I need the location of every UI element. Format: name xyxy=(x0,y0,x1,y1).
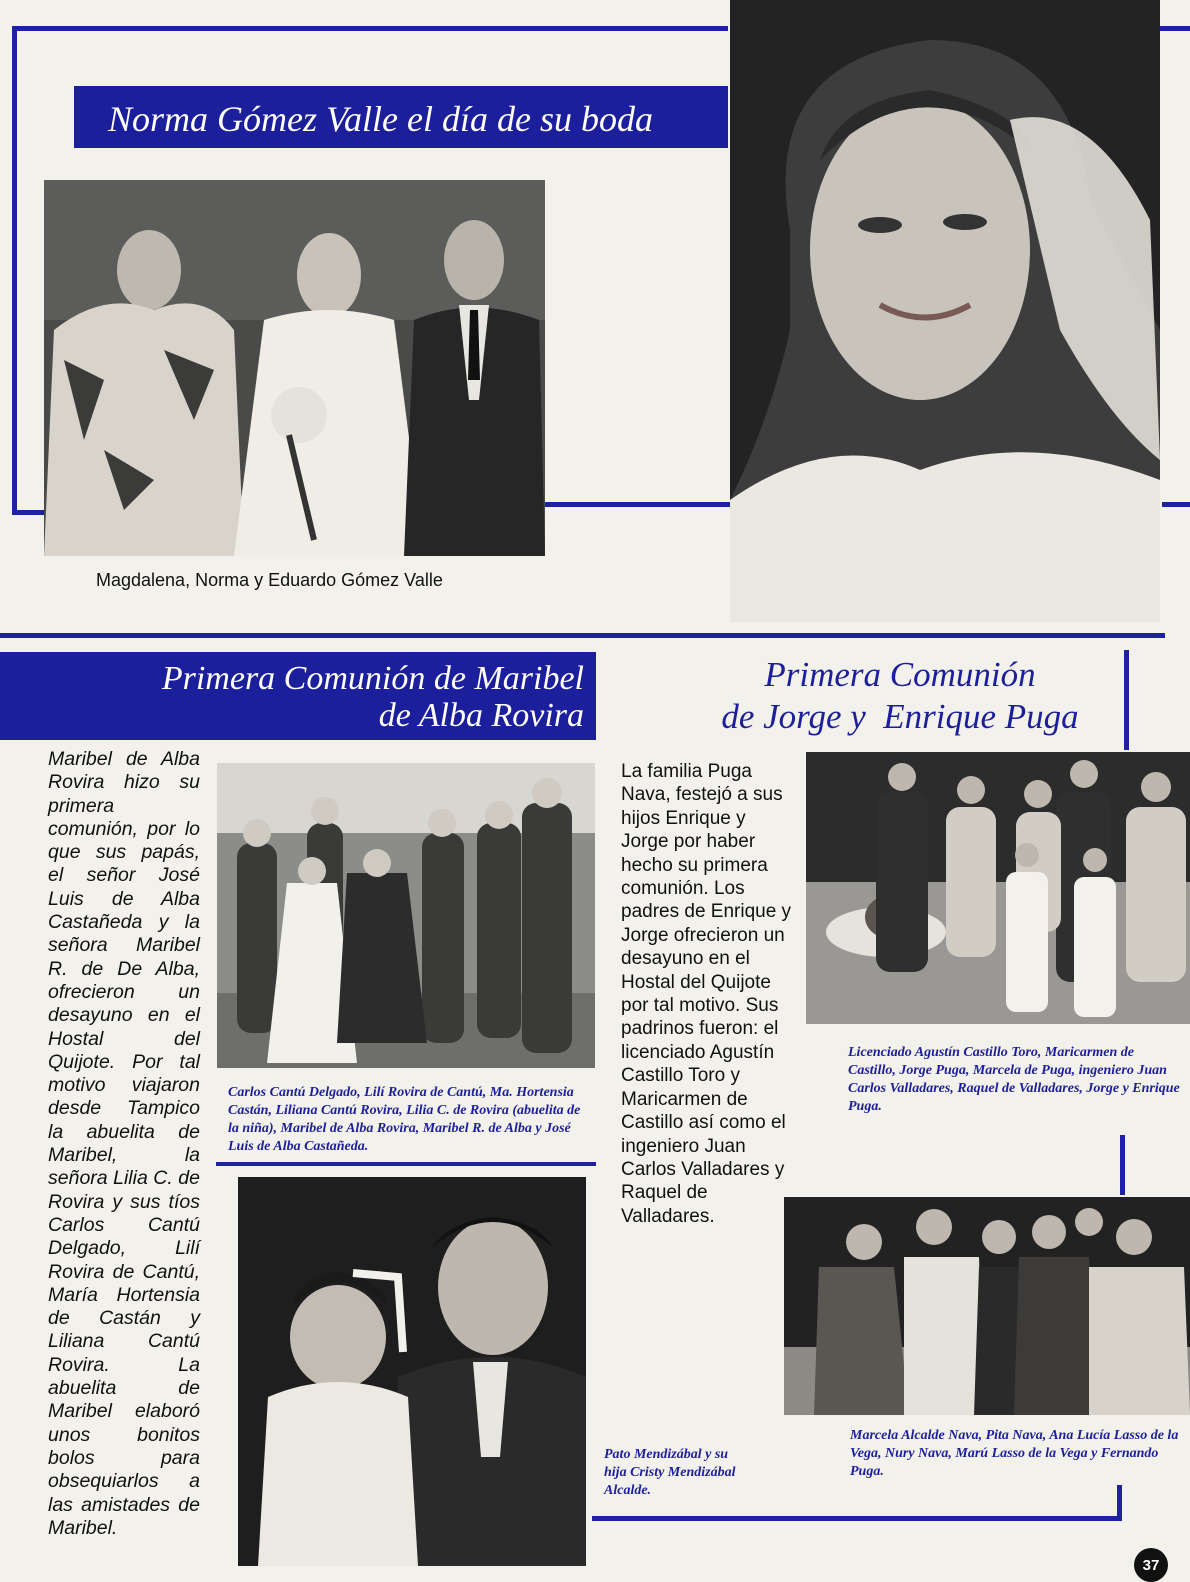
puga-family-photo xyxy=(806,752,1190,1024)
section-divider xyxy=(0,633,1165,638)
puga-frame-mid-line xyxy=(1120,1135,1125,1195)
wedding-title-banner xyxy=(74,86,728,148)
top-right-frame-line xyxy=(1158,26,1190,31)
girls-group-caption: Marcela Alcalde Nava, Pita Nava, Ana Lucía Lasso de la Vega, Nury Nava, Marú Lasso de la Vega y Fernando Puga. xyxy=(850,1428,1179,1479)
puga-frame-right-line xyxy=(1124,650,1129,750)
pato-caption: Pato Mendizábal y su hija Cristy Mendizábal Alcalde. xyxy=(604,1447,736,1498)
maribel-title-line2: de Alba Rovira xyxy=(378,697,584,734)
puga-article-text: La familia Puga Nava, festejó a sus hijos Enrique y Jorge por haber hecho su primera comunión. Los padres de Enrique y Jorge ofrecieron un desayuno en el Hostal del Quijote por tal motivo. Sus padrinos fueron: el licenciado Agustín Castillo Toro y Maricarmen de Castillo así como el ingeniero Juan Carlos Valladares y Raquel de Valladares. xyxy=(621,761,792,1227)
top-frame-left-line xyxy=(12,26,17,514)
maribel-title-line1: Primera Comunión de Maribel xyxy=(161,660,584,697)
page-number: 37 xyxy=(1142,1556,1160,1574)
maribel-title-banner xyxy=(0,652,596,740)
top-frame-bottom-line xyxy=(12,510,48,515)
bottom-frame-right-line xyxy=(1117,1485,1122,1521)
maribel-photo-caption: Carlos Cantú Delgado, Lilí Rovira de Cantú, Ma. Hortensia Castán, Liliana Cantú Rovira, Lilia C. de Rovira (abuelita de la niña), Maribel de Alba Rovira, Maribel R. de Alba y José Luis de Alba Castañeda. xyxy=(228,1085,581,1154)
girls-group-photo xyxy=(784,1197,1190,1415)
top-frame-bottom-line-2 xyxy=(545,502,730,507)
bottom-frame-line xyxy=(592,1516,1122,1521)
top-frame-line xyxy=(12,26,728,31)
bride-portrait-photo xyxy=(730,0,1160,622)
maribel-caption-rule xyxy=(216,1162,596,1166)
top-right-frame-bottom xyxy=(1162,502,1190,507)
wedding-group-photo xyxy=(44,180,545,556)
maribel-article-text: Maribel de Alba Rovira hizo su primera comunión, por lo que sus papás, el señor José Luis de Alba Castañeda y la señora Maribel R. de De Alba, ofrecieron un desayuno en el Hostal del Quijote. Por tal motivo viajaron desde Tampico la abuelita de Maribel, la señora Lilia C. de Rovira y sus tíos Carlos Cantú Delgado, Lilí Rovira de Cantú, María Hortensia de Castán y Liliana Cantú Rovira. La abuelita de Maribel elaboró unos bonitos bolos para obsequiarlos a las amistades de Maribel. xyxy=(48,748,200,1539)
puga-title-line1: Primera Comunión xyxy=(764,655,1036,694)
wedding-caption: Magdalena, Norma y Eduardo Gómez Valle xyxy=(96,570,443,590)
pato-and-cristy-photo xyxy=(238,1177,586,1566)
maribel-group-photo xyxy=(217,763,595,1068)
puga-title-line2: de Jorge y Enrique Puga xyxy=(721,697,1079,736)
puga-photo-caption: Licenciado Agustín Castillo Toro, Maricarmen de Castillo, Jorge Puga, Marcela de Puga, ingeniero Juan Carlos Valladares, Raquel de Valladares, Jorge y Enrique Puga. xyxy=(848,1045,1180,1114)
page-number-badge xyxy=(1134,1548,1168,1582)
wedding-title: Norma Gómez Valle el día de su boda xyxy=(108,99,653,139)
puga-title xyxy=(690,654,1110,738)
